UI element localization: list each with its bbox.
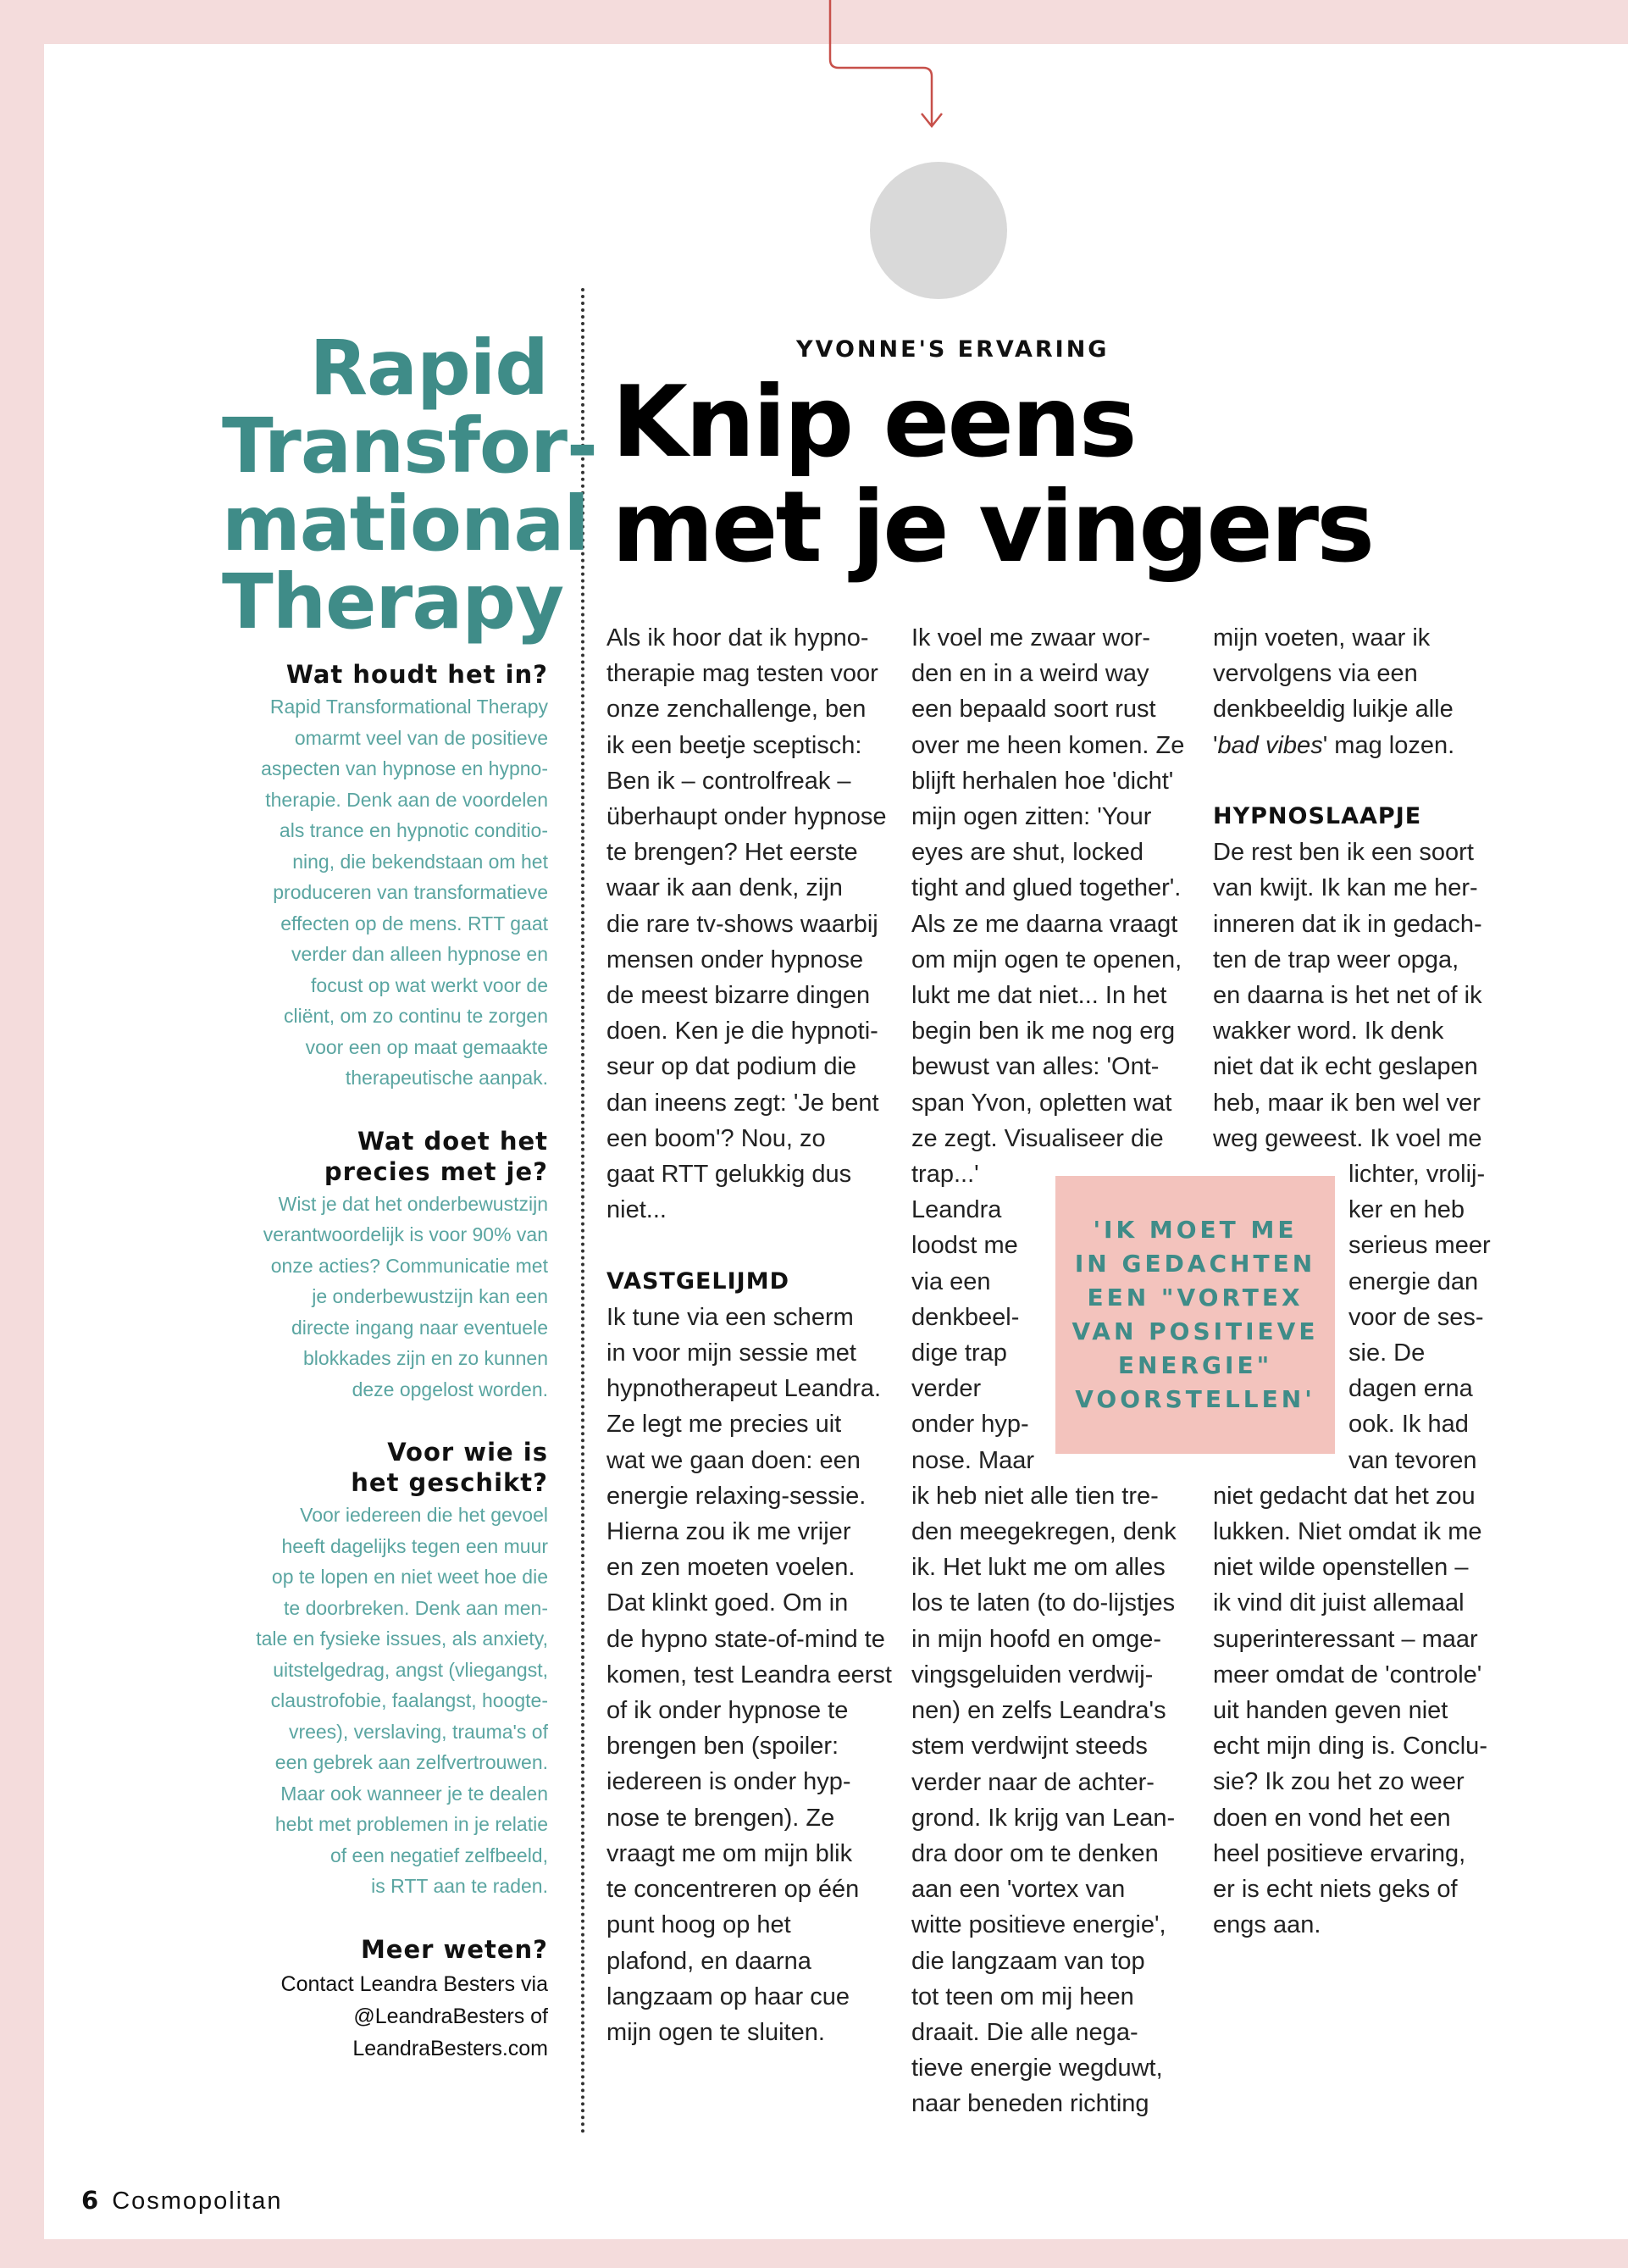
article-line: mensen onder hypnose xyxy=(606,945,864,973)
article-line: dige trap xyxy=(911,1339,1007,1367)
sidebar-section-heading: Wat doet het precies met je? xyxy=(324,1126,548,1186)
contact-heading: Meer weten? xyxy=(360,1934,548,1964)
article-line: in mijn hoofd en omge- xyxy=(911,1625,1161,1653)
article-line: energie dan xyxy=(1348,1267,1479,1295)
article-line: dan ineens zegt: 'Je bent xyxy=(606,1089,879,1117)
article-line: 'bad vibes' mag lozen. xyxy=(1213,731,1455,759)
article-line: begin ben ik me nog erg xyxy=(911,1018,1176,1045)
article-line: vingsgeluiden verdwij- xyxy=(911,1661,1154,1689)
article-line: niet... xyxy=(606,1196,667,1224)
article-line: meer omdat de 'controle' xyxy=(1213,1661,1482,1689)
article-line: nen) en zelfs Leandra's xyxy=(911,1697,1166,1725)
article-line: überhaupt onder hypnose xyxy=(606,803,887,831)
sidebar-box xyxy=(222,324,597,2097)
article-line: therapie mag testen voor xyxy=(606,660,878,688)
pull-quote xyxy=(1055,1176,1335,1454)
article-line: weg geweest. Ik voel me xyxy=(1213,1124,1482,1152)
article-line: in voor mijn sessie met xyxy=(606,1339,856,1367)
article-line: hypnotherapeut Leandra. xyxy=(606,1375,882,1403)
page-number: 6 xyxy=(81,2186,101,2215)
article-line: wakker word. Ik denk xyxy=(1213,1018,1444,1045)
magazine-name: Cosmopolitan xyxy=(112,2188,283,2215)
article-line: langzaam op haar cue xyxy=(606,1982,850,2010)
article-line: van tevoren xyxy=(1348,1446,1477,1474)
sidebar-section-text: Wist je dat het onderbewustzijn verantwoordelijk is voor 90% van onze acties? Communicatie met je onderbewustzijn kan een directe ingang naar eventuele blokkades zijn en zo kunnen deze opgelost worden. xyxy=(263,1192,548,1400)
article-line: aan een 'vortex van xyxy=(911,1876,1126,1904)
article-line: Hierna zou ik me vrijer xyxy=(606,1518,851,1546)
pull-quote-line: EEN "VORTEX xyxy=(1087,1284,1304,1311)
sidebar-section-heading: Voor wie is het geschikt? xyxy=(351,1438,548,1497)
article-line: en zen moeten voelen. xyxy=(606,1554,856,1582)
article-line: engs aan. xyxy=(1213,1911,1321,1939)
article-headline: Knip eens met je vingers xyxy=(612,365,1373,585)
article-line: Als ik hoor dat ik hypno- xyxy=(606,624,869,652)
article-line: uit handen geven niet xyxy=(1213,1697,1448,1725)
article-line: energie relaxing-sessie. xyxy=(606,1482,867,1510)
article-line: ze zegt. Visualiseer die xyxy=(911,1124,1164,1152)
article-line: ook. Ik had xyxy=(1348,1411,1469,1439)
article-line: lukt me dat niet... In het xyxy=(911,982,1167,1010)
article-line: te concentreren op één xyxy=(606,1876,860,1904)
arrow-down-icon xyxy=(0,0,1628,169)
article-line: wat we gaan doen: een xyxy=(606,1446,861,1474)
article-line: en daarna is het net of ik xyxy=(1213,982,1482,1010)
article-line: onder hyp- xyxy=(911,1411,1029,1439)
article-line: de hypno state-of-mind te xyxy=(606,1625,885,1653)
contact-text: Contact Leandra Besters via @LeandraBesters of LeandraBesters.com xyxy=(280,1971,548,2060)
article-line: sie. De xyxy=(1348,1339,1426,1367)
article-subheading: HYPNOSLAAPJE xyxy=(1213,803,1422,829)
article-line: via een xyxy=(911,1267,991,1295)
article-subheading: VASTGELIJMD xyxy=(606,1267,790,1295)
article-line: serieus meer xyxy=(1348,1232,1491,1260)
sidebar-sections xyxy=(222,659,548,1902)
article-line: tot teen om mij heen xyxy=(911,1982,1134,2010)
article-line: stem verdwijnt steeds xyxy=(911,1733,1148,1761)
article-line: verder xyxy=(911,1375,982,1403)
article-line: denkbeel- xyxy=(911,1303,1020,1331)
sidebar-section-heading: Wat houdt het in? xyxy=(285,660,548,689)
contact-block xyxy=(222,1934,548,2065)
article-line: voor de ses- xyxy=(1348,1303,1484,1331)
article-line: komen, test Leandra eerst xyxy=(606,1661,892,1689)
article-line: een bepaald soort rust xyxy=(911,696,1156,724)
article-line: los te laten (to do-lijstjes xyxy=(911,1589,1176,1617)
article-line: dra door om te denken xyxy=(911,1839,1159,1867)
article-line: naar beneden richting xyxy=(911,2090,1149,2118)
article-line: loodst me xyxy=(911,1232,1018,1260)
article-line: Dat klinkt goed. Om in xyxy=(606,1589,849,1617)
article-line: waar ik aan denk, zijn xyxy=(606,874,843,902)
article-line: ker en heb xyxy=(1348,1196,1465,1224)
article-line: gaat RTT gelukkig dus xyxy=(606,1161,852,1189)
article-line: ik vind dit juist allemaal xyxy=(1213,1589,1465,1617)
article-line: den meegekregen, denk xyxy=(911,1518,1177,1546)
article-line: Als ze me daarna vraagt xyxy=(911,910,1178,938)
sidebar-section-text: Rapid Transformational Therapy omarmt veel van de positieve aspecten van hypnose en hypno- therapie. Denk aan de voordelen als trance en hypnotic conditio- ning, die bekendstaan om het produceren van transformatieve effecten op de mens. RTT gaat verder dan alleen hypnose en focust op wat werkt voor de cliënt, om zo continu te zorgen voor een op maat gemaakte therapeutische aanpak. xyxy=(261,696,548,1089)
article-line: heel positieve ervaring, xyxy=(1213,1839,1466,1867)
article-line: de meest bizarre dingen xyxy=(606,982,871,1010)
article-line: De rest ben ik een soort xyxy=(1213,839,1474,867)
article-line: brengen ben (spoiler: xyxy=(606,1733,839,1761)
article-line: echt mijn ding is. Conclu- xyxy=(1213,1733,1487,1761)
article-line: span Yvon, opletten wat xyxy=(911,1089,1172,1117)
article-line: ik. Het lukt me om alles xyxy=(911,1554,1166,1582)
sidebar-section-text: Voor iedereen die het gevoel heeft dagelijks tegen een muur op te lopen en niet weet hoe die te doorbreken. Denk aan men- tale en fysieke issues, als anxiety, uitstelgedrag, angst (vliegangst, claustrofobie, faalangst, hoogte- vrees), verslaving, trauma's of een gebrek aan zelfvertrouwen. Maar ook wanneer je te dealen hebt met problemen in je relatie of een negatief zelfbeeld, is RTT aan te raden. xyxy=(256,1504,548,1897)
pull-quote-line: VOORSTELLEN' xyxy=(1075,1385,1315,1413)
article-line: plafond, en daarna xyxy=(606,1947,811,1975)
article-line: doen en vond het een xyxy=(1213,1804,1451,1832)
article-line: niet wilde openstellen – xyxy=(1213,1554,1469,1582)
article-line: van kwijt. Ik kan me her- xyxy=(1213,874,1478,902)
article-line: Ben ik – controlfreak – xyxy=(606,767,851,795)
article-line: er is echt niets geks of xyxy=(1213,1876,1458,1904)
article-line: vervolgens via een xyxy=(1213,660,1418,688)
sidebar-section xyxy=(222,1437,548,1902)
article-line: blijft herhalen hoe 'dicht' xyxy=(911,767,1174,795)
article-line: mijn voeten, waar ik xyxy=(1213,624,1431,652)
article-line: te brengen? Het eerste xyxy=(606,839,858,867)
article-line: nose. Maar xyxy=(911,1446,1035,1474)
article-kicker: YVONNE'S ERVARING xyxy=(796,336,1110,363)
paragraph-gap xyxy=(1213,763,1491,799)
article-line: Ik tune via een scherm xyxy=(606,1303,854,1331)
article-line: superinteressant – maar xyxy=(1213,1625,1478,1653)
article-line: nose te brengen). Ze xyxy=(606,1804,835,1832)
article-line: draait. Die alle nega- xyxy=(911,2018,1138,2046)
article-line: tieve energie wegduwt, xyxy=(911,2055,1163,2082)
article-line: om mijn ogen te openen, xyxy=(911,945,1182,973)
article-line: bewust van alles: 'Ont- xyxy=(911,1053,1160,1081)
article-line: seur op dat podium die xyxy=(606,1053,857,1081)
article-line: denkbeeldig luikje alle xyxy=(1213,696,1454,724)
sidebar-title: Rapid Transfor- mational Therapy xyxy=(222,324,597,646)
pull-quote-line: IN GEDACHTEN xyxy=(1074,1250,1316,1278)
article-line: een boom'? Nou, zo xyxy=(606,1124,826,1152)
article-line: Ik voel me zwaar wor- xyxy=(911,624,1151,652)
page-footer xyxy=(81,2186,283,2215)
article-line: doen. Ken je die hypnoti- xyxy=(606,1018,878,1045)
article-line: of ik onder hypnose te xyxy=(606,1697,849,1725)
article-line: onze zenchallenge, ben xyxy=(606,696,867,724)
sidebar-section xyxy=(222,659,548,1094)
article-line: eyes are shut, locked xyxy=(911,839,1144,867)
article-line: niet dat ik echt geslapen xyxy=(1213,1053,1478,1081)
article-line: punt hoog op het xyxy=(606,1911,791,1939)
article-line: die langzaam van top xyxy=(911,1947,1145,1975)
article-line: Leandra xyxy=(911,1196,1002,1224)
article-line: witte positieve energie', xyxy=(911,1911,1166,1939)
article-line: ik heb niet alle tien tre- xyxy=(911,1482,1159,1510)
pull-quote-line: ENERGIE" xyxy=(1117,1351,1273,1379)
article-line: inneren dat ik in gedach- xyxy=(1213,910,1482,938)
article-line: den en in a weird way xyxy=(911,660,1149,688)
pull-quote-line: VAN POSITIEVE xyxy=(1071,1317,1319,1345)
article-line: ik een beetje sceptisch: xyxy=(606,731,862,759)
article-line: ten de trap weer opga, xyxy=(1213,945,1459,973)
article-line: mijn ogen zitten: 'Your xyxy=(911,803,1152,831)
article-line: tight and glued together'. xyxy=(911,874,1182,902)
article-column-1 xyxy=(606,620,892,2050)
article-line: grond. Ik krijg van Lean- xyxy=(911,1804,1176,1832)
article-line: lukken. Niet omdat ik me xyxy=(1213,1518,1482,1546)
circle-decoration xyxy=(870,162,1007,299)
article-line: die rare tv-shows waarbij xyxy=(606,910,878,938)
sidebar-section xyxy=(222,1126,548,1406)
article-line: mijn ogen te sluiten. xyxy=(606,2018,825,2046)
article-line: lichter, vrolij- xyxy=(1348,1161,1486,1189)
article-line: sie? Ik zou het zo weer xyxy=(1213,1768,1465,1796)
article-line: heb, maar ik ben wel ver xyxy=(1213,1089,1481,1117)
article-line: trap...' xyxy=(911,1161,979,1189)
article-line: Ze legt me precies uit xyxy=(606,1411,842,1439)
article-line: niet gedacht dat het zou xyxy=(1213,1482,1476,1510)
article-line: dagen erna xyxy=(1348,1375,1473,1403)
article-line: over me heen komen. Ze xyxy=(911,731,1185,759)
paragraph-gap xyxy=(606,1228,892,1263)
article-line: vraagt me om mijn blik xyxy=(606,1839,853,1867)
pull-quote-line: 'IK MOET ME xyxy=(1093,1216,1298,1244)
article-line: iedereen is onder hyp- xyxy=(606,1768,851,1796)
article-line: verder naar de achter- xyxy=(911,1768,1155,1796)
